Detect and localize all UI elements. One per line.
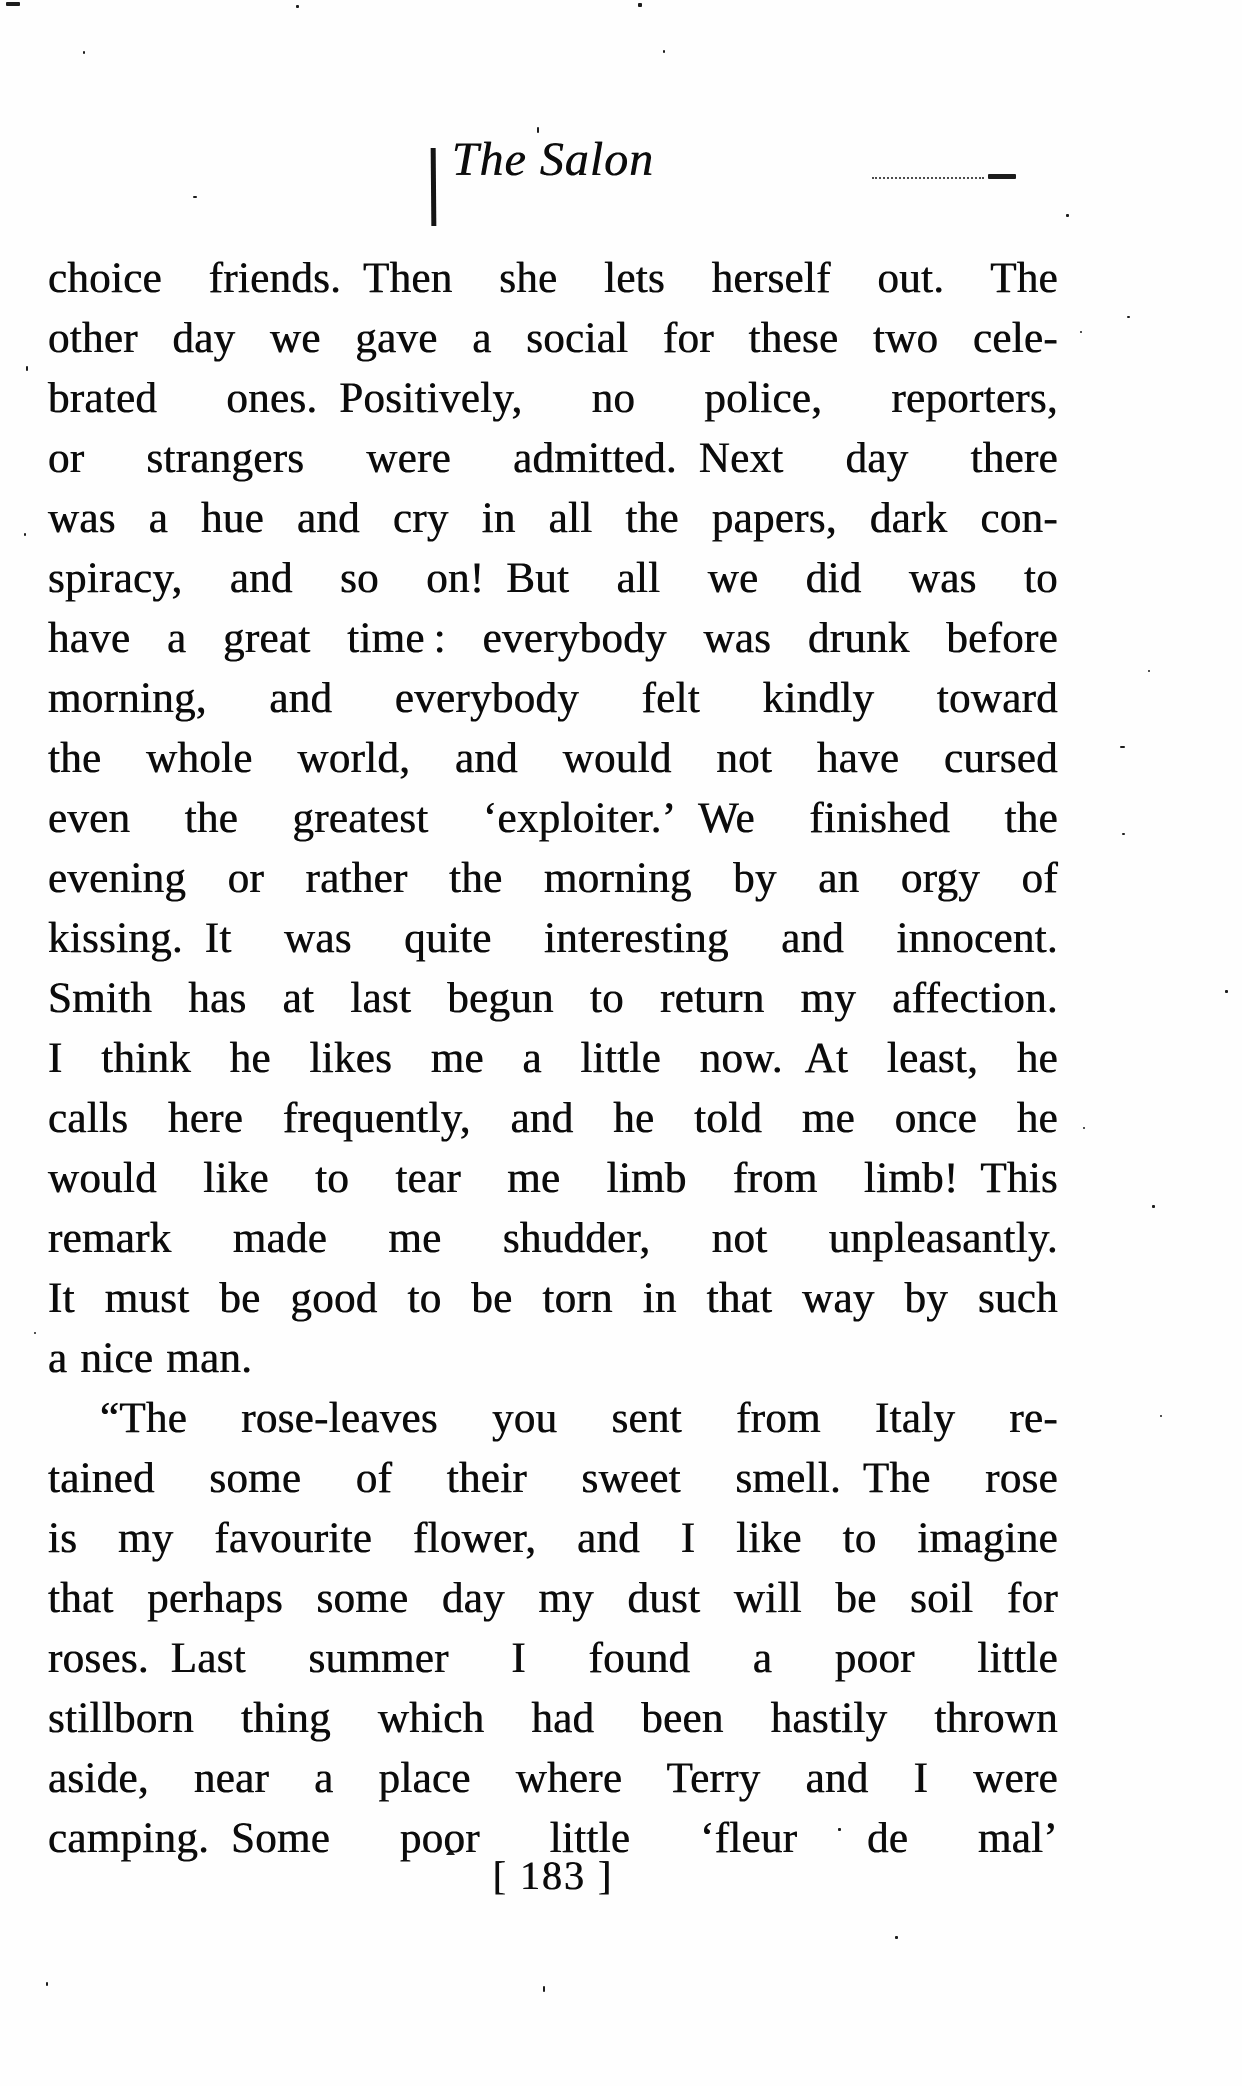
scan-speck	[1152, 1205, 1155, 1208]
text-line: that perhaps some day my dust will be soil for	[48, 1575, 1058, 1622]
scan-speck	[34, 1332, 36, 1334]
text-line: I think he likes me a little now. At least, he	[48, 1035, 1058, 1082]
text-line: or strangers were admitted. Next day there	[48, 435, 1058, 482]
page-number: [ 183 ]	[492, 1853, 614, 1898]
scan-speck	[1122, 833, 1125, 835]
text-line: is my favourite flower, and I like to imagine	[48, 1515, 1058, 1562]
paragraph	[48, 249, 1058, 1389]
text-line: stillborn thing which had been hastily thrown	[48, 1695, 1058, 1742]
text-line: spiracy, and so on! But all we did was to	[48, 555, 1058, 602]
text-line: choice friends. Then she lets herself out. The	[48, 255, 1058, 302]
scan-speck	[1160, 1415, 1162, 1417]
text-line: “The rose-leaves you sent from Italy re-	[100, 1395, 1058, 1442]
scan-speck	[1225, 990, 1228, 993]
text-line: kissing. It was quite interesting and innocent.	[48, 915, 1058, 962]
scan-speck	[1120, 746, 1125, 748]
scan-speck	[26, 366, 28, 371]
scan-speck	[1127, 316, 1130, 318]
scan-speck	[1148, 670, 1150, 672]
text-line: a nice man.	[48, 1335, 253, 1382]
paragraph	[48, 1389, 1058, 1869]
page-title: The Salon	[451, 133, 655, 186]
scan-speck	[895, 1936, 898, 1939]
text-line: morning, and everybody felt kindly toward	[48, 675, 1058, 722]
text-line: brated ones. Positively, no police, reporters,	[48, 375, 1058, 422]
text-line: calls here frequently, and he told me once he	[48, 1095, 1058, 1142]
text-line: even the greatest ‘exploiter.’ We finished the	[48, 795, 1058, 842]
scan-speck	[296, 5, 299, 8]
text-line: other day we gave a social for these two cele-	[48, 315, 1058, 362]
text-line: It must be good to be torn in that way by such	[48, 1275, 1058, 1322]
scan-speck	[6, 2, 20, 6]
text-line: Smith has at last begun to return my affection.	[48, 975, 1058, 1022]
scan-speck	[638, 3, 642, 7]
text-line: remark made me shudder, not unpleasantly.	[48, 1215, 1058, 1262]
scan-speck	[1083, 1127, 1085, 1129]
scan-speck	[1080, 331, 1082, 333]
text-line: roses. Last summer I found a poor little	[48, 1635, 1058, 1682]
scan-speck	[83, 51, 85, 54]
text-line: evening or rather the morning by an orgy of	[48, 855, 1058, 902]
scan-speck	[543, 1986, 545, 1992]
text-line: aside, near a place where Terry and I were	[48, 1755, 1058, 1802]
text-block	[48, 249, 1058, 1869]
scan-speck	[1066, 214, 1069, 217]
text-line: was a hue and cry in all the papers, dark con-	[48, 495, 1058, 542]
text-line: tained some of their sweet smell. The rose	[48, 1455, 1058, 1502]
scan-speck	[193, 196, 197, 198]
scan-speck	[24, 533, 26, 536]
text-line: have a great time : everybody was drunk before	[48, 615, 1058, 662]
text-line: camping. Some poor little ‘fleur de mal’	[48, 1815, 1058, 1862]
text-line: would like to tear me limb from limb! This	[48, 1155, 1058, 1202]
scan-speck	[46, 1982, 48, 1986]
text-line: the whole world, and would not have cursed	[48, 735, 1058, 782]
scan-speck	[663, 50, 665, 53]
